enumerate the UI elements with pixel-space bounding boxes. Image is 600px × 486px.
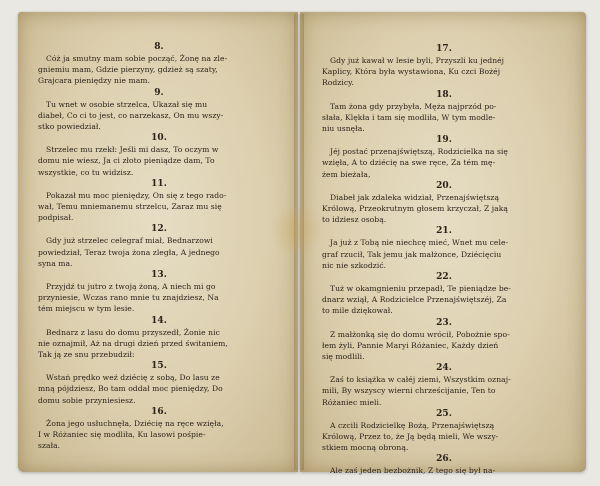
verse-line: nic nie szkodzić.: [322, 260, 387, 270]
stanza: [38, 88, 280, 133]
verse-line: Tam żona gdy przybyła, Męża najprzód po-: [330, 101, 497, 111]
verse-line: Grajcara pieniędzy nie mam.: [38, 76, 151, 86]
stanza: [38, 133, 280, 178]
verse-line: mną pójdziesz, Bo tam oddał moc pieniędzy, Do: [38, 384, 223, 394]
stanza: [322, 272, 566, 317]
verse-line: mili, By wszyscy wierni chrześcijanie, Ten to: [322, 386, 496, 396]
verse-line: syna ma.: [38, 258, 73, 268]
stanza-number: 18.: [436, 89, 452, 100]
verse-line: to idziesz osobą.: [322, 215, 387, 225]
verse-line: diabeł, Co ci to jest, co narzekasz, On mu wszy-: [38, 110, 224, 120]
stanza-number: 22.: [436, 272, 452, 283]
stanza: [322, 363, 566, 408]
verse-line: Ale zaś jeden bezbożnik, Z tego się był na-: [330, 466, 496, 476]
verse-line: tém miejscu w tym lesie.: [38, 304, 135, 314]
left-page-text: [18, 12, 298, 472]
stanza-number: 17.: [436, 44, 452, 54]
verse-line: dnarz wziął, A Rodzicielce Przenajświętszéj, Za: [322, 295, 507, 305]
stanza: [38, 179, 280, 224]
stanza: [38, 224, 280, 269]
stanza-number: 20.: [436, 180, 452, 191]
verse-line: podpisał.: [38, 213, 74, 223]
paper-stain: [272, 200, 320, 260]
verse-line: Pokazał mu moc pieniędzy, On się z tego rado-: [46, 190, 227, 200]
verse-line: słała, Klękła i tam się modliła, W tym modle-: [322, 112, 496, 122]
verse-line: wzięła, A to dziécię na swe ręce, Za tém mę-: [322, 158, 496, 168]
verse-line: Tu wnet w osobie strzelca, Ukazał się mu: [46, 99, 208, 109]
verse-line: łem żyli, Pannie Maryi Różaniec, Każdy dzień: [322, 340, 499, 350]
stanza: [322, 44, 566, 89]
verse-line: Jéj postać przenajświętszą, Rodzicielka na się: [330, 147, 508, 157]
verse-line: nie oznajmił, Aż na drugi dzień przed świtaniem,: [38, 338, 228, 348]
stanza: [322, 90, 566, 135]
verse-line: Bednarz z lasu do domu przyszedł, Żonie nic: [46, 327, 220, 337]
verse-line: Z małżonką się do domu wrócił, Pobożnie spo-: [330, 329, 510, 339]
verse-line: Kaplicy, Która była wystawiona, Ku czci Bożéj: [322, 67, 501, 77]
verse-line: szała.: [38, 441, 61, 451]
stanza-number: 15.: [151, 361, 167, 372]
verse-line: gniemiu mam, Gdzie pierzyny, gdzież są szaty,: [38, 65, 218, 75]
verse-line: się modlili.: [322, 352, 365, 362]
stanza-number: 11.: [151, 178, 167, 189]
stanza-number: 8.: [154, 42, 164, 52]
stanza: [322, 135, 566, 180]
stanza-number: 23.: [436, 317, 452, 328]
stanza: [38, 270, 280, 315]
stanza-number: 10.: [151, 133, 167, 144]
right-page-text: [300, 12, 586, 476]
right-page: [300, 12, 586, 476]
verse-line: domu sobie przyniesiesz.: [38, 395, 136, 405]
stanza-number: 13.: [151, 270, 167, 281]
verse-line: domu nie wiesz, Ja ci złoto pieniądze dam, To: [38, 156, 215, 166]
verse-line: powiedział, Teraz twoja żona zległa, A jednego: [38, 247, 220, 257]
verse-line: stkiem mocną obroną.: [322, 443, 409, 453]
stanza-number: 16.: [151, 406, 167, 417]
left-page: [18, 12, 298, 472]
verse-line: stko powiedział.: [38, 122, 101, 132]
verse-line: Królową, Przeokrutnym głosem krzyczał, Z jaką: [322, 204, 508, 214]
verse-line: Przyjdź tu jutro z twoją żoną, A niech mi go: [46, 282, 216, 292]
stanza-number: 12.: [151, 224, 167, 235]
stanza-number: 24.: [436, 363, 452, 374]
stanza-number: 19.: [436, 135, 452, 146]
verse-line: Wstań prędko weź dziécię z sobą, Do lasu ze: [46, 373, 220, 383]
verse-line: A czcili Rodzicielkę Bożą, Przenajświętszą: [330, 420, 495, 430]
stanza-number: 21.: [436, 226, 452, 237]
verse-line: I w Różaniec się modliła, Ku lasowi pośpie-: [38, 430, 206, 440]
verse-line: Cóż ja smutny mam sobie począć, Żonę na zle-: [46, 54, 228, 63]
verse-line: przyniesie, Wczas rano mnie tu znajdziesz, Na: [38, 293, 219, 303]
stanza: [38, 361, 280, 406]
verse-line: wał, Temu mniemanemu strzelcu, Zaraz mu się: [38, 202, 222, 212]
verse-line: Różaniec mieli.: [322, 397, 382, 407]
verse-line: Zaś to książka w całéj ziemi, Wszystkim oznaj-: [330, 375, 511, 385]
verse-line: Tuż w okamgnieniu przepadł, Te pieniądze be-: [330, 284, 511, 294]
verse-line: Tak ją ze snu przebudził:: [38, 350, 135, 360]
verse-line: Ja już z Tobą nie niechcę mieć, Wnet mu cele-: [330, 238, 509, 248]
stanza-number: 9.: [154, 87, 164, 98]
stanza: [38, 42, 280, 87]
stanza: [38, 407, 280, 452]
verse-line: wszystkie, co tu widzisz.: [38, 167, 134, 177]
verse-line: to mile dziękował.: [322, 306, 393, 316]
stanza: [322, 181, 566, 226]
verse-line: Królową, Przez to, że Ją będą mieli, We wszy-: [322, 432, 499, 442]
verse-line: Strzelec mu rzekł: Jeśli mi dasz, To oczym w: [46, 145, 219, 155]
stanza: [322, 454, 566, 476]
verse-line: graf rzucił, Tak jemu jak małżonce, Dziécięciu: [322, 249, 502, 259]
stanza: [322, 226, 566, 271]
stanza-number: 26.: [436, 454, 452, 465]
verse-line: Gdy już kawał w lesie byli, Przyszli ku jednéj: [330, 56, 505, 65]
verse-line: Gdy już strzelec celegraf miał, Bednarzowi: [46, 236, 213, 246]
verse-line: żem bieżała,: [322, 169, 371, 179]
verse-line: Diabeł jak zdaleka widział, Przenajświętszą: [330, 192, 500, 202]
verse-line: niu usnęła.: [322, 124, 365, 134]
stanza: [322, 409, 566, 454]
stanza-number: 25.: [436, 408, 452, 419]
stanza: [322, 318, 566, 363]
stanza: [38, 316, 280, 361]
stanza-number: 14.: [151, 315, 167, 326]
verse-line: Żona jego usłuchnęła, Dziécię na ręce wzięła,: [46, 418, 224, 428]
verse-line: Rodzicy.: [322, 78, 354, 88]
